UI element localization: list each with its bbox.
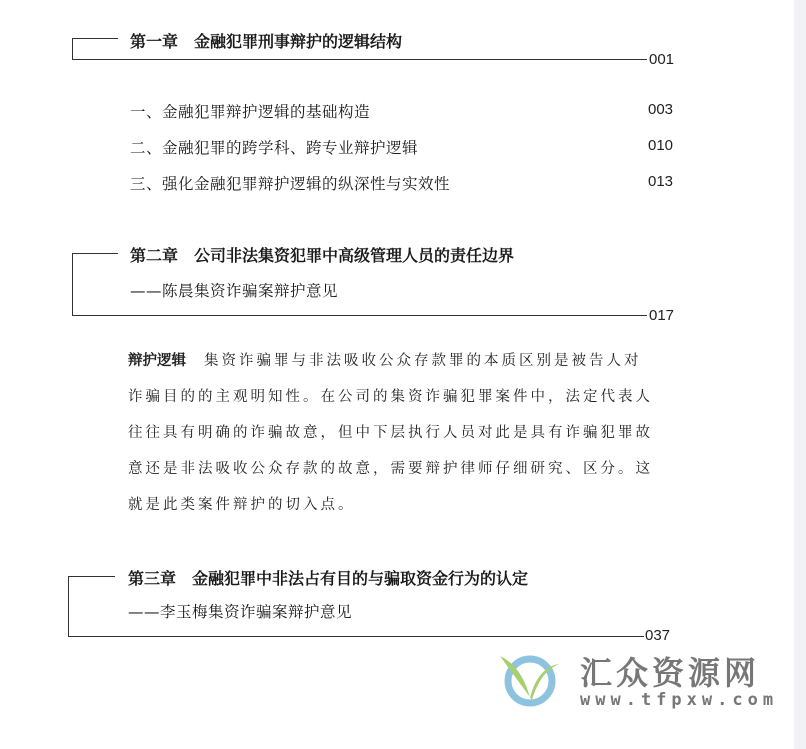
chapter-1-page: 001: [649, 51, 675, 68]
toc-entry-page: 010: [648, 137, 674, 154]
chapter-2-subtitle: ——陈晨集资诈骗案辩护意见: [130, 282, 339, 300]
watermark-url: www.tfpxw.com: [580, 690, 779, 710]
logic-line: 诈骗目的的主观明知性。在公司的集资诈骗犯罪案件中，法定代表人: [128, 389, 653, 405]
chapter-3-page: 037: [645, 627, 671, 644]
logic-line: 往往具有明确的诈骗故意，但中下层执行人员对此是具有诈骗犯罪故: [128, 425, 653, 441]
chapter-1-title[interactable]: 第一章 金融犯罪刑事辩护的逻辑结构: [130, 32, 403, 51]
toc-entry[interactable]: 一、金融犯罪辩护逻辑的基础构造: [130, 103, 371, 121]
logic-line: 意还是非法吸收公众存款的故意，需要辩护律师仔细研究、区分。这: [128, 461, 653, 477]
chapter-3-title[interactable]: 第三章 金融犯罪中非法占有目的与骗取资金行为的认定: [128, 569, 529, 588]
toc-entry[interactable]: 二、金融犯罪的跨学科、跨专业辩护逻辑: [130, 139, 419, 157]
watermark-name: 汇众资源网: [580, 654, 761, 692]
watermark-logo-icon: [495, 648, 565, 708]
logic-line: 就是此类案件辩护的切入点。: [128, 497, 356, 513]
toc-entry-page: 003: [648, 101, 674, 118]
logic-line: 集资诈骗罪与非法吸收公众存款罪的本质区别是被告人对: [204, 353, 642, 369]
logic-label: 辩护逻辑: [128, 353, 186, 369]
page-edge: [794, 0, 806, 749]
toc-entry[interactable]: 三、强化金融犯罪辩护逻辑的纵深性与实效性: [130, 175, 451, 193]
chapter-2-page: 017: [649, 307, 675, 324]
chapter-2-title[interactable]: 第二章 公司非法集资犯罪中高级管理人员的责任边界: [130, 246, 515, 265]
chapter-3-subtitle: ——李玉梅集资诈骗案辩护意见: [128, 603, 353, 621]
toc-entry-page: 013: [648, 173, 674, 190]
